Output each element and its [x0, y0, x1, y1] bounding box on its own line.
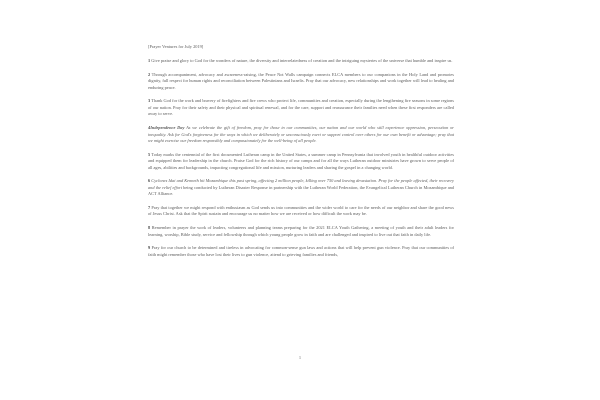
entry-segment-6-1: Cyclones Idai and Kenneth hit Mozambique this past spring, affecting 2 million people, killing over 750 and leaving devastation. Pray for the people affected, their recovery and the	[148, 178, 454, 190]
entry-number-7: 7	[148, 204, 151, 210]
entry-text-2: Through accompaniment, advocacy and awareness-raising, the Peace Not Walls campaign connects ELCA members to our companions in the Holy Land and promotes dignity, full respect for human rights and reconciliation between Palestinians and Israelis. Pray that our advocacy, new relationships and work together will lead to healing and enduring peace.	[148, 71, 454, 90]
entry-number-6: 6	[148, 178, 151, 184]
entry-text-3: Thank God for the work and bravery of firefighters and fire crews who protect life, communities and creation, especially during the lengthening fire seasons in some regions of our nation. Pray for their safety and their physical and spiritual renewal, and for the care, support and reassurance their families need when these first responders are called away to serve.	[148, 98, 454, 117]
prayer-entry-1	[148, 58, 454, 65]
document-heading: [Prayer Ventures for July 2019]	[148, 44, 204, 49]
document-text-column	[148, 44, 454, 265]
entry-number-2: 2	[148, 71, 151, 77]
entry-lead-4: Independence Day	[150, 125, 185, 131]
entry-number-9: 9	[148, 245, 151, 251]
prayer-entry-7	[148, 205, 454, 218]
prayer-entry-9	[148, 245, 454, 258]
entry-text-5: Today marks the centennial of the first documented Lutheran camp in the United States, a summer camp in Pennsylvania that involved youth in healthful outdoor activities and equipped them for leadership in the church. Praise God for the rich history of our camps and for all the ways Lutheran outdoor ministries have grown to serve people of all ages, abilities and backgrounds, impacting congregational life and mission, nurturing leaders and sharing the gospel in a changing world.	[148, 151, 454, 170]
entry-number-3: 3	[148, 98, 151, 104]
prayer-entry-5	[148, 152, 454, 172]
entry-number-4: 4	[148, 125, 151, 131]
prayer-entry-2	[148, 72, 454, 92]
entry-text-4: As we celebrate the gift of freedom, pray for those in our communities, our nation and our world who still experience oppression, persecution or inequality. Ask for God's forgiveness for the ways in which we deliberately or unconsciously exert or support control over others for our own benefit or advantage; pray that we might exercise our freedom responsibly and compassionately for the well-being of all people.	[148, 125, 455, 144]
entry-number-8: 8	[148, 225, 151, 231]
entry-text-8: Remember in prayer the work of leaders, volunteers and planning teams preparing for the 2021 ELCA Youth Gathering, a meeting of youth and their adult leaders for learning, worship, Bible study, service and fellowship through which young people grow in faith and are challenged and inspired to live out that faith in daily life.	[148, 225, 454, 237]
entry-segment-6-3: being conducted by Lutheran Disaster Response in partnership with the Lutheran World Federation, the Evangelical Lutheran Church in Mozambique and ACT Alliance.	[148, 184, 454, 197]
prayer-entry-8	[148, 225, 454, 238]
entry-text-1: Give praise and glory to God for the wonders of nature, the diversity and interrelatedness of creation and the intriguing mysteries of the universe that humble and inspire us.	[150, 58, 453, 64]
entry-text-9: Pray for our church to be determined and tireless in advocating for common-sense gun laws and actions that will help prevent gun violence. Pray that our communities of faith might remember those who have lost their lives to gun violence, attend to grieving families and friends,	[148, 245, 454, 257]
entry-number-1: 1	[148, 58, 151, 64]
entry-number-5: 5	[148, 151, 151, 157]
entry-text-7: Pray that together we might respond with enthusiasm as God sends us into communities and the wider world to care for the needs of our neighbor and share the good news of Jesus Christ. Ask that the Spirit sustain and encourage us no matter how we are received or how difficult the work may be.	[148, 204, 454, 217]
prayer-entry-6	[148, 178, 454, 198]
page-number: 1	[298, 355, 302, 360]
prayer-entry-3	[148, 98, 454, 118]
entry-segment-6-2: relief effort	[162, 184, 182, 190]
prayer-entry-4	[148, 125, 454, 145]
